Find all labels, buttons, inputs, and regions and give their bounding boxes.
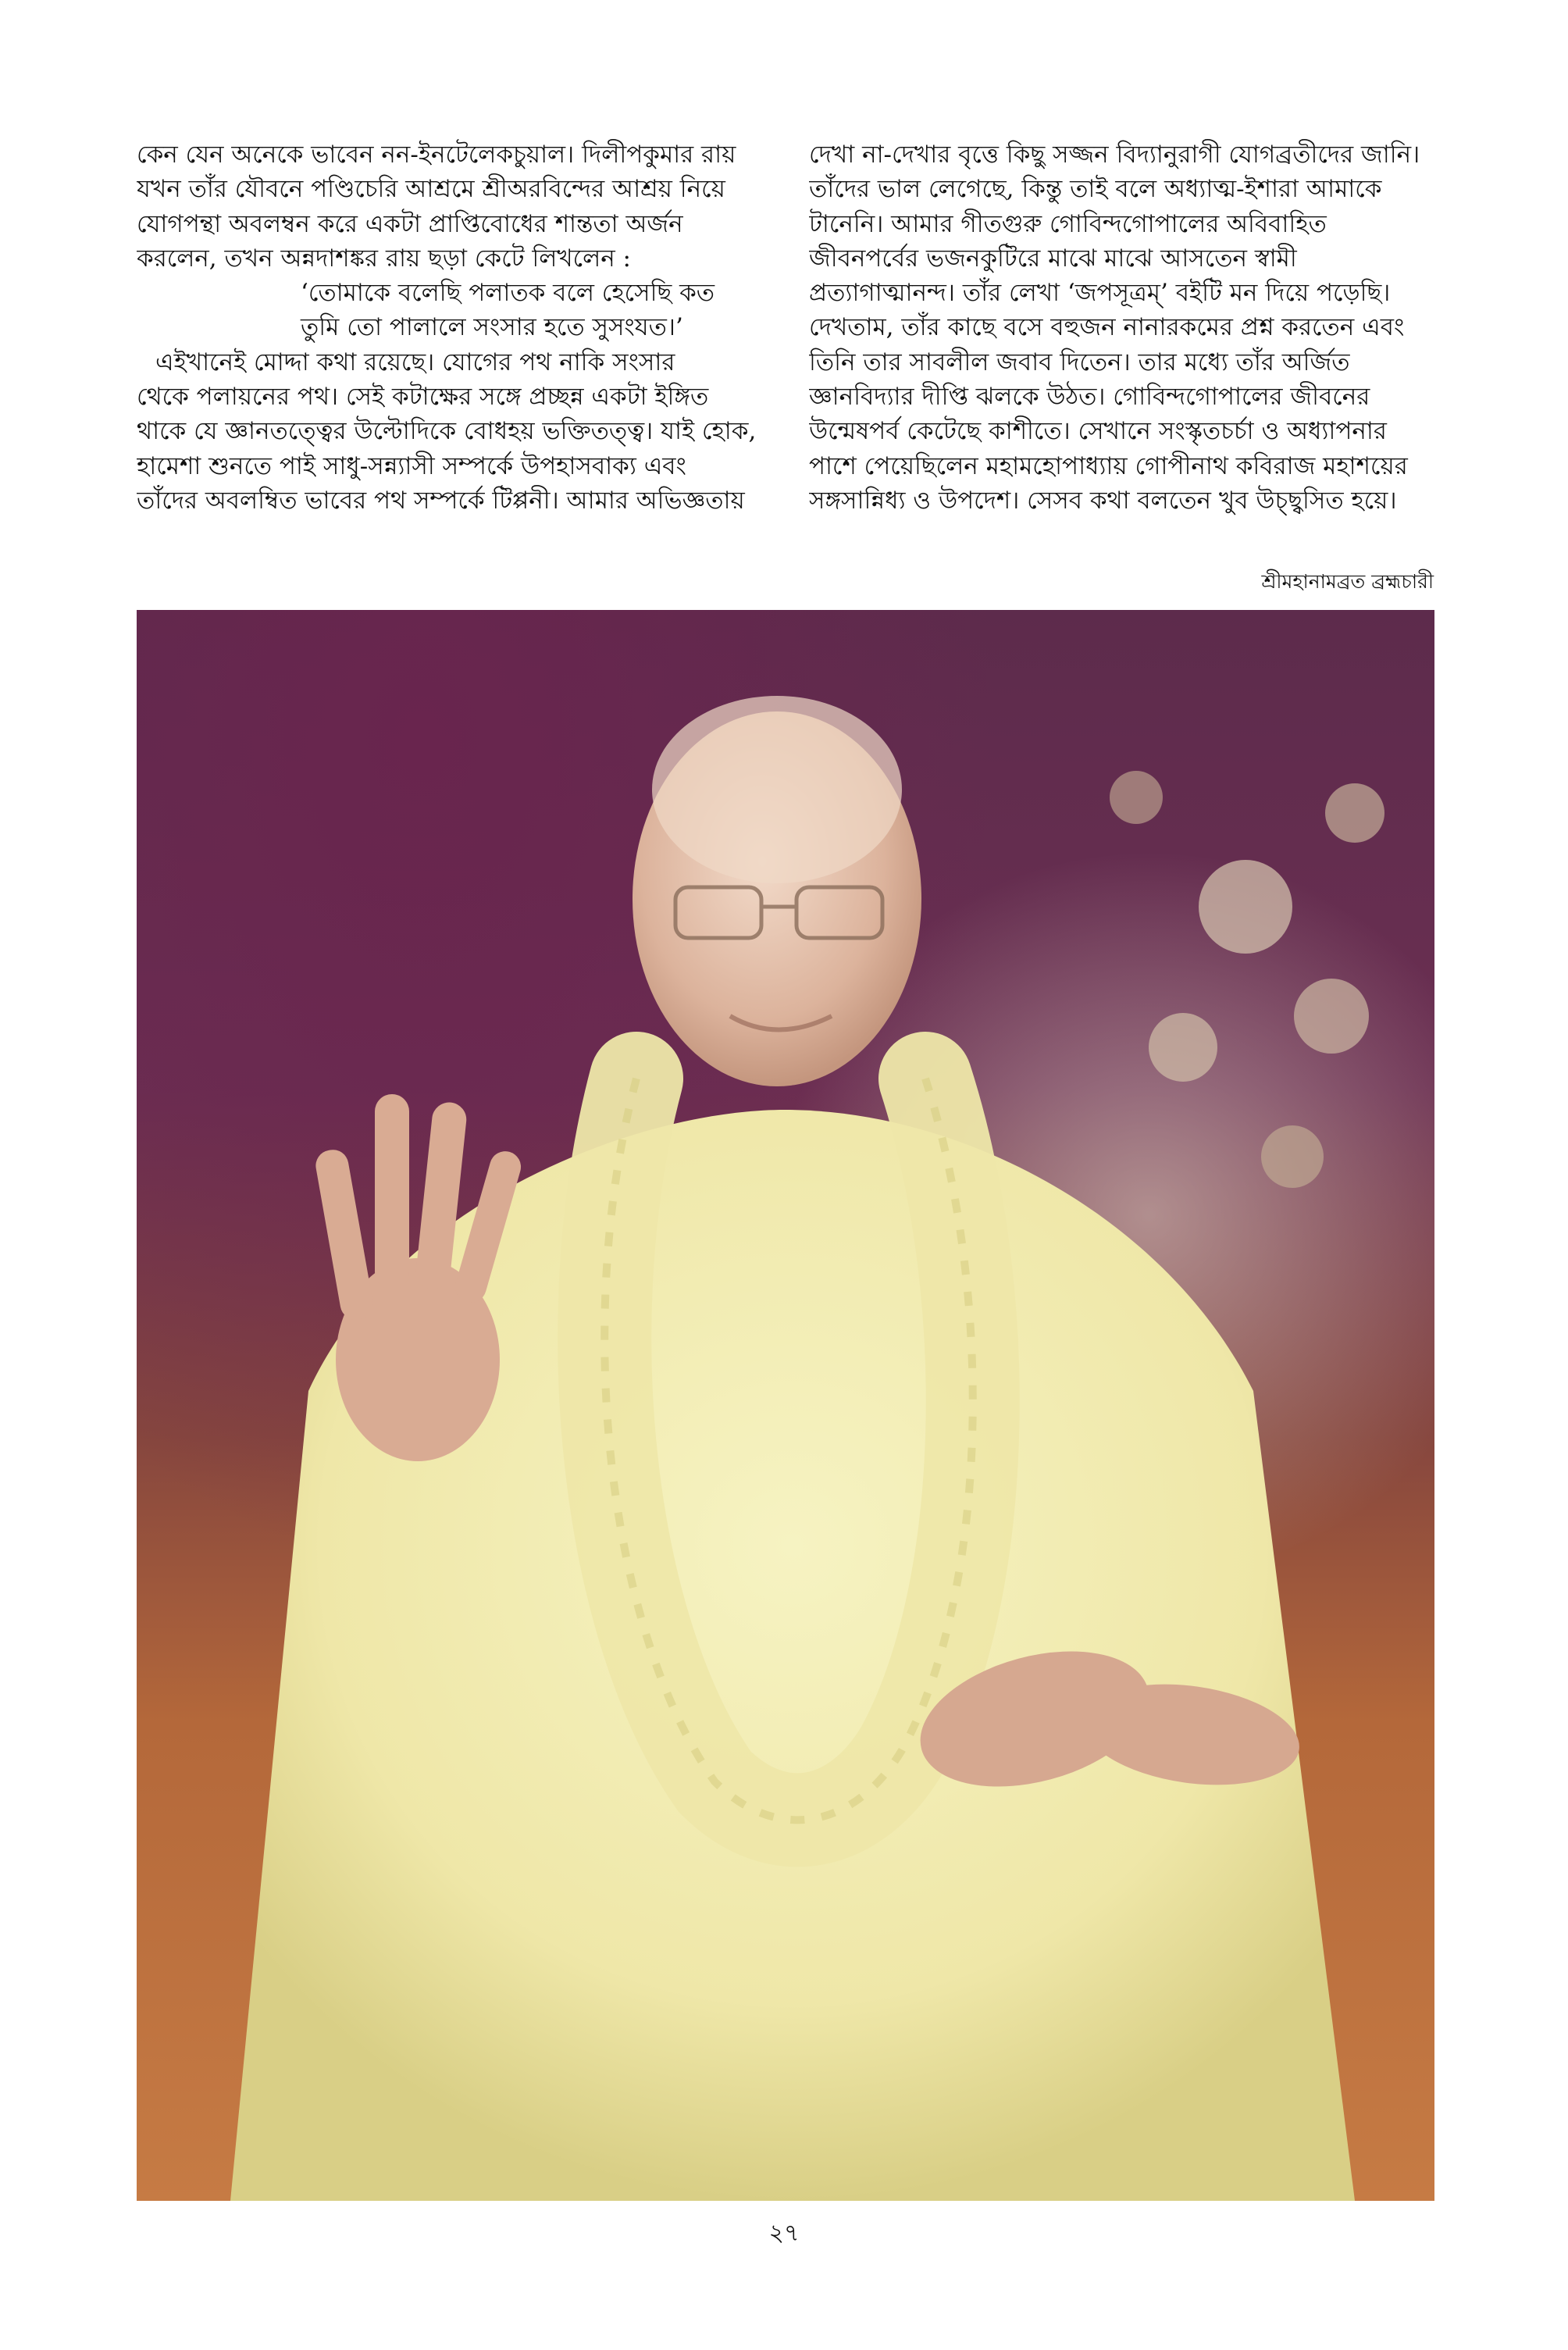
portrait-illustration: [137, 610, 1434, 2201]
body-line: যোগপন্থা অবলম্বন করে একটা প্রাপ্তিবোধের শান্ততা অর্জন: [137, 209, 683, 238]
body-line: তাঁদের অবলম্বিত ভাবের পথ সম্পর্কে টিপ্পনী। আমার অভিজ্ঞতায়: [137, 486, 745, 515]
right-text-column: [809, 137, 1434, 518]
body-line: উন্মেষপর্ব কেটেছে কাশীতে। সেখানে সংস্কৃতচর্চা ও অধ্যাপনার: [809, 417, 1387, 446]
body-line: সঙ্গসান্নিধ্য ও উপদেশ। সেসব কথা বলতেন খুব উচ্ছ্বসিত হয়ে।: [809, 486, 1397, 515]
body-line: জীবনপর্বের ভজনকুটিরে মাঝে মাঝে আসতেন স্বামী: [809, 244, 1297, 273]
page-number: ২৭: [768, 2220, 800, 2247]
body-line: থেকে পলায়নের পথ। সেই কটাক্ষের সঙ্গে প্রচ্ছন্ন একটা ইঙ্গিত: [137, 383, 709, 412]
body-line: যখন তাঁর যৌবনে পণ্ডিচেরি আশ্রমে শ্রীঅরবিন্দের আশ্রয় নিয়ে: [137, 175, 725, 204]
body-line: কেন যেন অনেকে ভাবেন নন-ইনটেলেকচুয়াল। দিলীপকুমার রায়: [137, 141, 736, 169]
body-line: জ্ঞানবিদ্যার দীপ্তি ঝলকে উঠত। গোবিন্দগোপালের জীবনের: [809, 383, 1370, 412]
body-line: এইখানেই মোদ্দা কথা রয়েছে। যোগের পথ নাকি সংসার: [155, 348, 675, 376]
body-line: করলেন, তখন অন্নদাশঙ্কর রায় ছড়া কেটে লিখলেন :: [137, 244, 632, 273]
body-line: থাকে যে জ্ঞানতত্ত্বের উল্টোদিকে বোধহয় ভক্তিতত্ত্ব। যাই হোক,: [137, 417, 757, 446]
body-line: টানেনি। আমার গীতগুরু গোবিন্দগোপালের অবিবাহিত: [809, 209, 1327, 238]
body-line: তিনি তার সাবলীল জবাব দিতেন। তার মধ্যে তাঁর অর্জিত: [809, 348, 1350, 376]
body-line: দেখা না-দেখার বৃত্তে কিছু সজ্জন বিদ্যানুরাগী যোগব্রতীদের জানি।: [809, 141, 1420, 169]
body-line: তাঁদের ভাল লেগেছে, কিন্তু তাই বলে অধ্যাত্ম-ইশারা আমাকে: [809, 175, 1382, 204]
body-line: হামেশা শুনতে পাই সাধু-সন্ন্যাসী সম্পর্কে উপহাসবাক্য এবং: [137, 451, 686, 480]
left-text-column: [137, 137, 779, 518]
background-flowers: [1110, 771, 1384, 1188]
verse-line: ‘তোমাকে বলেছি পলাতক বলে হেসেছি কত: [301, 279, 715, 308]
body-line: প্রত্যাগাত্মানন্দ। তাঁর লেখা ‘জপসূত্রম্’ বইটি মন দিয়ে পড়েছি।: [809, 279, 1391, 308]
body-line: দেখতাম, তাঁর কাছে বসে বহুজন নানারকমের প্রশ্ন করতেন এবং: [809, 313, 1405, 342]
portrait-photo: [137, 610, 1434, 2201]
body-line: পাশে পেয়েছিলেন মহামহোপাধ্যায় গোপীনাথ কবিরাজ মহাশয়ের: [809, 451, 1408, 480]
photo-caption: শ্রীমহানামব্রত ব্রহ্মচারী: [1261, 570, 1434, 593]
verse-line: তুমি তো পালালে সংসার হতে সুসংযত।’: [301, 313, 683, 342]
